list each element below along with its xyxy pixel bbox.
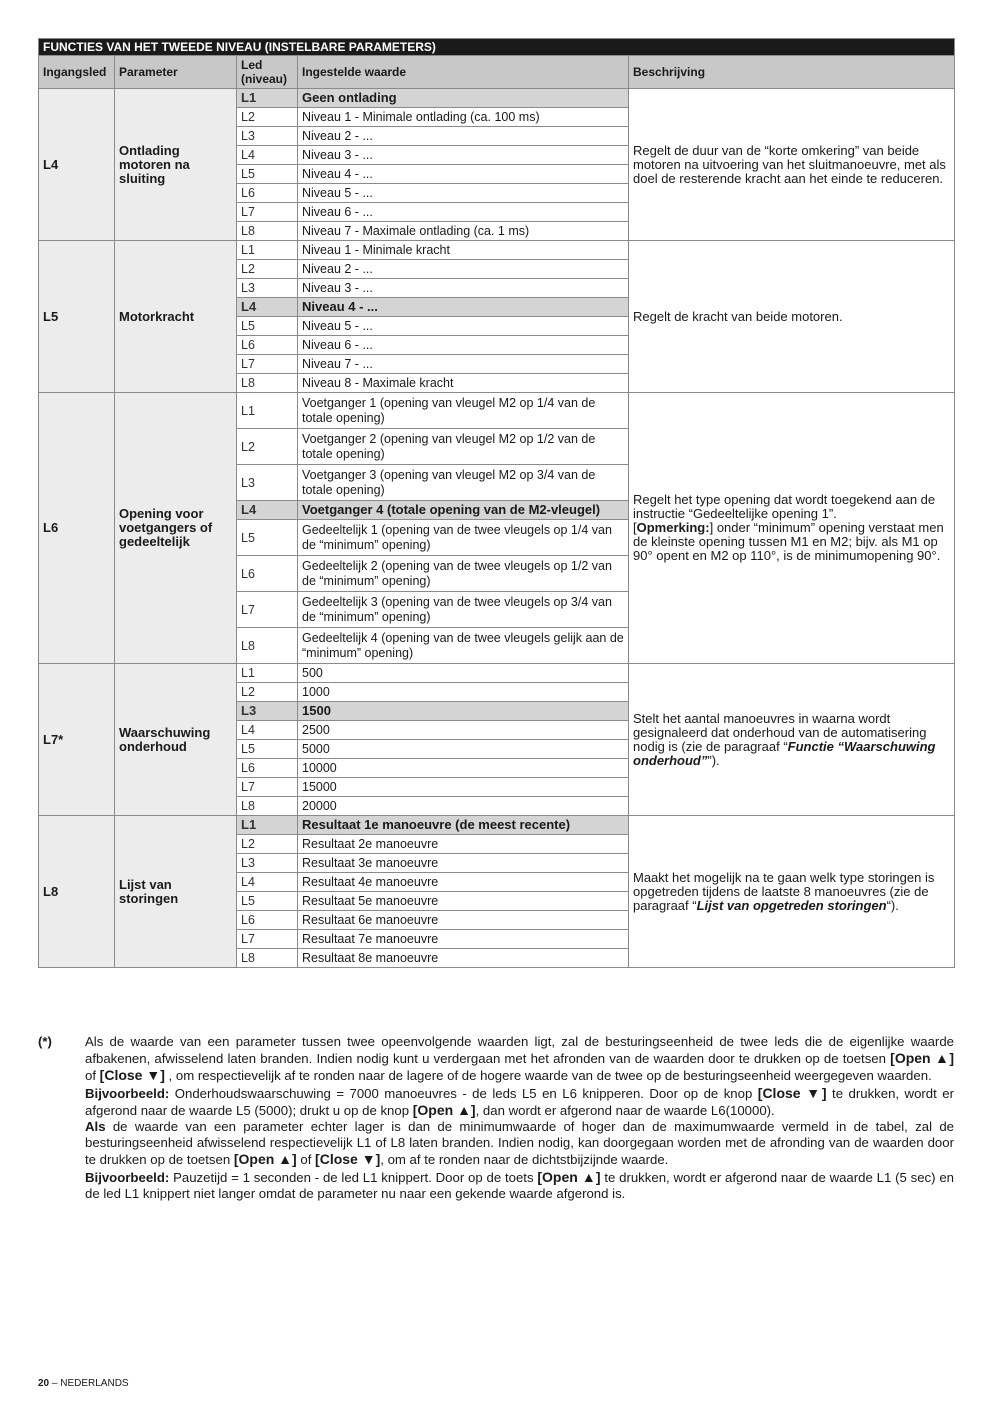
group-description	[629, 816, 955, 968]
row-led: L2	[237, 835, 298, 854]
row-led: L4	[237, 501, 298, 520]
description-text: “).	[886, 897, 899, 913]
row-led: L6	[237, 184, 298, 203]
table-row	[39, 393, 955, 429]
row-led: L6	[237, 911, 298, 930]
footnote-text: , om af te ronden naar de dichtstbijzijnde waarde.	[380, 1152, 669, 1168]
row-value: Niveau 1 - Minimale ontlading (ca. 100 ms)	[298, 108, 629, 127]
group-description: Regelt het type opening dat wordt toegekend aan de instructie “Gedeeltelijke opening 1”. [Opmerking:] onder “minimum” opening verstaat men de kleinste opening tussen M1 en M2; bijv. als M1 op 90° opent en M2 op 110°, is de minimumopening 90°.	[629, 393, 955, 664]
row-value: Niveau 7 - Maximale ontlading (ca. 1 ms)	[298, 222, 629, 241]
row-led: L8	[237, 949, 298, 968]
row-led: L2	[237, 429, 298, 465]
row-led: L6	[237, 556, 298, 592]
row-value: Niveau 2 - ...	[298, 127, 629, 146]
row-value: 500	[298, 664, 629, 683]
footnote-text: of	[300, 1152, 312, 1168]
row-value: Niveau 4 - ...	[298, 165, 629, 184]
row-led: L7	[237, 592, 298, 628]
row-value: Niveau 3 - ...	[298, 279, 629, 298]
row-led: L6	[237, 759, 298, 778]
open-key-label: [Open ▲]	[233, 1151, 297, 1168]
row-value: Niveau 4 - ...	[298, 298, 629, 317]
row-led: L8	[237, 222, 298, 241]
row-led: L3	[237, 465, 298, 501]
group-description	[629, 664, 955, 816]
row-value: Niveau 8 - Maximale kracht	[298, 374, 629, 393]
row-led: L2	[237, 260, 298, 279]
group-parameter: Motorkracht	[115, 241, 237, 393]
parameters-table	[38, 38, 955, 968]
row-led: L7	[237, 355, 298, 374]
row-value: Gedeeltelijk 1 (opening van de twee vleugels op 1/4 van de “minimum” opening)	[298, 520, 629, 556]
close-key-label: [Close ▼]	[757, 1084, 827, 1101]
row-led: L8	[237, 628, 298, 664]
row-led: L5	[237, 740, 298, 759]
row-led: L1	[237, 89, 298, 108]
row-value: Niveau 6 - ...	[298, 203, 629, 222]
footnote-text: , dan wordt er afgerond naar de waarde L6(10000).	[475, 1102, 775, 1118]
group-input-led: L4	[39, 89, 115, 241]
section-reference: Functie “Waarschuwing onderhoud”	[633, 738, 936, 768]
remark-label: Opmerking:	[636, 520, 710, 535]
group-description: Regelt de duur van de “korte omkering” van beide motoren na uitvoering van het sluitmanoeuvre, met als doel de resterende kracht aan het einde te reduceren.	[629, 89, 955, 241]
footnote-paragraph	[85, 1119, 954, 1169]
row-value: Voetganger 2 (opening van vleugel M2 op 1/2 van de totale opening)	[298, 429, 629, 465]
group-description: Regelt de kracht van beide motoren.	[629, 241, 955, 393]
table-row	[39, 89, 955, 108]
row-value: Niveau 1 - Minimale kracht	[298, 241, 629, 260]
group-parameter: Opening voor voetgangers of gedeeltelijk	[115, 393, 237, 664]
row-led: L4	[237, 721, 298, 740]
row-value: Resultaat 8e manoeuvre	[298, 949, 629, 968]
example-label: Bijvoorbeeld:	[85, 1169, 170, 1185]
group-input-led: L7*	[39, 664, 115, 816]
page-number: 20	[38, 1378, 50, 1389]
row-led: L5	[237, 317, 298, 336]
row-value: Gedeeltelijk 4 (opening van de twee vleugels gelijk aan de “minimum” opening)	[298, 628, 629, 664]
footnote-body	[85, 1034, 954, 1202]
row-value: 10000	[298, 759, 629, 778]
footnote-block	[38, 1034, 954, 1202]
footnote-text: Onderhoudswaarschuwing = 7000 manoeuvres - de leds L5 en L6 knipperen. Door op de knop	[174, 1085, 753, 1101]
group-input-led: L8	[39, 816, 115, 968]
row-led: L2	[237, 683, 298, 702]
row-value: Niveau 6 - ...	[298, 336, 629, 355]
row-led: L1	[237, 816, 298, 835]
table-row	[39, 816, 955, 835]
row-led: L1	[237, 664, 298, 683]
table-title: FUNCTIES VAN HET TWEEDE NIVEAU (INSTELBARE PARAMETERS)	[39, 39, 955, 56]
row-value: Resultaat 1e manoeuvre (de meest recente)	[298, 816, 629, 835]
row-led: L3	[237, 854, 298, 873]
row-value: Resultaat 3e manoeuvre	[298, 854, 629, 873]
footnote-text: de waarde van een parameter echter lager is dan de minimumwaarde of hoger dan de maximumwaarde vermeld in de tabel, zal de besturingseenheid afwisselend respectievelijk L1 of L8 laten branden. Indien nodig, kan doorgegaan worden met de afronding van de waarden door te drukken op de toetsen	[85, 1119, 954, 1168]
footer-language: – NEDERLANDS	[49, 1378, 129, 1389]
open-key-label: [Open ▲]	[412, 1101, 476, 1118]
example-paragraph	[85, 1085, 954, 1119]
header-led-line2: (niveau)	[241, 72, 288, 86]
row-led: L4	[237, 298, 298, 317]
row-led: L5	[237, 165, 298, 184]
row-led: L5	[237, 892, 298, 911]
close-key-label: [Close ▼]	[99, 1067, 165, 1084]
row-led: L1	[237, 393, 298, 429]
row-value: Voetganger 4 (totale opening van de M2-vleugel)	[298, 501, 629, 520]
description-text: Regelt het type opening dat wordt toegekend aan de instructie “Gedeeltelijke opening 1”.	[633, 492, 936, 521]
example-label: Bijvoorbeeld:	[85, 1085, 170, 1101]
row-value: 5000	[298, 740, 629, 759]
footnote-marker: (*)	[38, 1034, 52, 1049]
row-value: Gedeeltelijk 3 (opening van de twee vleugels op 3/4 van de “minimum” opening)	[298, 592, 629, 628]
row-value: Resultaat 6e manoeuvre	[298, 911, 629, 930]
row-led: L3	[237, 127, 298, 146]
row-value: Geen ontlading	[298, 89, 629, 108]
row-led: L8	[237, 797, 298, 816]
group-parameter: Ontlading motoren na sluiting	[115, 89, 237, 241]
description-text: Maakt het mogelijk na te gaan welk type storingen is opgetreden tijdens de laatste 8 manoeuvres (zie de paragraaf “	[633, 869, 935, 913]
row-value: Resultaat 5e manoeuvre	[298, 892, 629, 911]
row-value: Voetganger 1 (opening van vleugel M2 op 1/4 van de totale opening)	[298, 393, 629, 429]
footnote-text: te drukken, wordt er afgerond naar de waarde L5 (5000); drukt u op de knop	[85, 1085, 954, 1118]
row-value: Niveau 7 - ...	[298, 355, 629, 374]
row-value: Niveau 2 - ...	[298, 260, 629, 279]
row-value: 15000	[298, 778, 629, 797]
group-input-led: L6	[39, 393, 115, 664]
header-parameter: Parameter	[115, 56, 237, 89]
group-parameter: Lijst van storingen	[115, 816, 237, 968]
row-led: L3	[237, 279, 298, 298]
description-text: ”).	[707, 752, 720, 768]
row-value: Resultaat 2e manoeuvre	[298, 835, 629, 854]
footnote-text: of	[85, 1068, 96, 1084]
open-key-label: [Open ▲]	[890, 1050, 954, 1067]
row-value: 1000	[298, 683, 629, 702]
row-led: L5	[237, 520, 298, 556]
footnote-text: , om respectievelijk af te ronden naar de lagere of de hogere waarde van de twee op de besturingseenheid weergegeven waarden.	[168, 1068, 932, 1084]
header-led-line1: Led	[241, 58, 263, 72]
row-value: Resultaat 4e manoeuvre	[298, 873, 629, 892]
footnote-text: te drukken, wordt er afgerond naar de waarde L1 (5 sec) en de led L1 knippert niet langer omdat de parameter nu naar een gekende waarde afgerond is.	[85, 1169, 954, 1201]
table-row	[39, 241, 955, 260]
footnote-paragraph	[85, 1034, 954, 1085]
als-label: Als	[85, 1119, 106, 1135]
row-value: 20000	[298, 797, 629, 816]
header-led-level	[237, 56, 298, 89]
open-key-label: [Open ▲]	[537, 1168, 601, 1185]
row-led: L4	[237, 873, 298, 892]
section-reference: Lijst van opgetreden storingen	[696, 897, 887, 913]
footnote-text: Als de waarde van een parameter tussen twee opeenvolgende waarden ligt, zal de besturingseenheid de twee leds die de eigenlijke waarde afbakenen, afwisselend laten branden. Indien nodig kunt u verdergaan met het afronden van de waarden door te drukken op de toetsen	[85, 1034, 954, 1067]
row-led: L7	[237, 930, 298, 949]
header-description: Beschrijving	[629, 56, 955, 89]
row-led: L3	[237, 702, 298, 721]
row-led: L6	[237, 336, 298, 355]
description-text: ] onder “minimum” opening verstaat men de kleinste opening tussen M1 en M2; bijv. als M1 op 90° opent en M2 op 110°, is de minimumopening 90°.	[633, 520, 944, 563]
row-value: Niveau 3 - ...	[298, 146, 629, 165]
footnote-text: Pauzetijd = 1 seconden - de led L1 knippert. Door op de toets	[173, 1169, 534, 1185]
row-value: Niveau 5 - ...	[298, 317, 629, 336]
row-led: L2	[237, 108, 298, 127]
description-text: Stelt het aantal manoeuvres in waarna wordt gesignaleerd dat onderhoud van de automatisering nodig is (zie de paragraaf “	[633, 710, 927, 754]
header-input-led: Ingangsled	[39, 56, 115, 89]
row-value: 1500	[298, 702, 629, 721]
row-led: L7	[237, 778, 298, 797]
group-parameter: Waarschuwing onderhoud	[115, 664, 237, 816]
table-row	[39, 664, 955, 683]
group-input-led: L5	[39, 241, 115, 393]
row-value: Resultaat 7e manoeuvre	[298, 930, 629, 949]
row-led: L4	[237, 146, 298, 165]
row-led: L8	[237, 374, 298, 393]
row-value: 2500	[298, 721, 629, 740]
row-led: L1	[237, 241, 298, 260]
row-value: Voetganger 3 (opening van vleugel M2 op 3/4 van de totale opening)	[298, 465, 629, 501]
page-footer	[38, 1378, 129, 1389]
row-value: Niveau 5 - ...	[298, 184, 629, 203]
header-value: Ingestelde waarde	[298, 56, 629, 89]
row-value: Gedeeltelijk 2 (opening van de twee vleugels op 1/2 van de “minimum” opening)	[298, 556, 629, 592]
row-led: L7	[237, 203, 298, 222]
example-paragraph	[85, 1169, 954, 1202]
close-key-label: [Close ▼]	[315, 1151, 381, 1168]
